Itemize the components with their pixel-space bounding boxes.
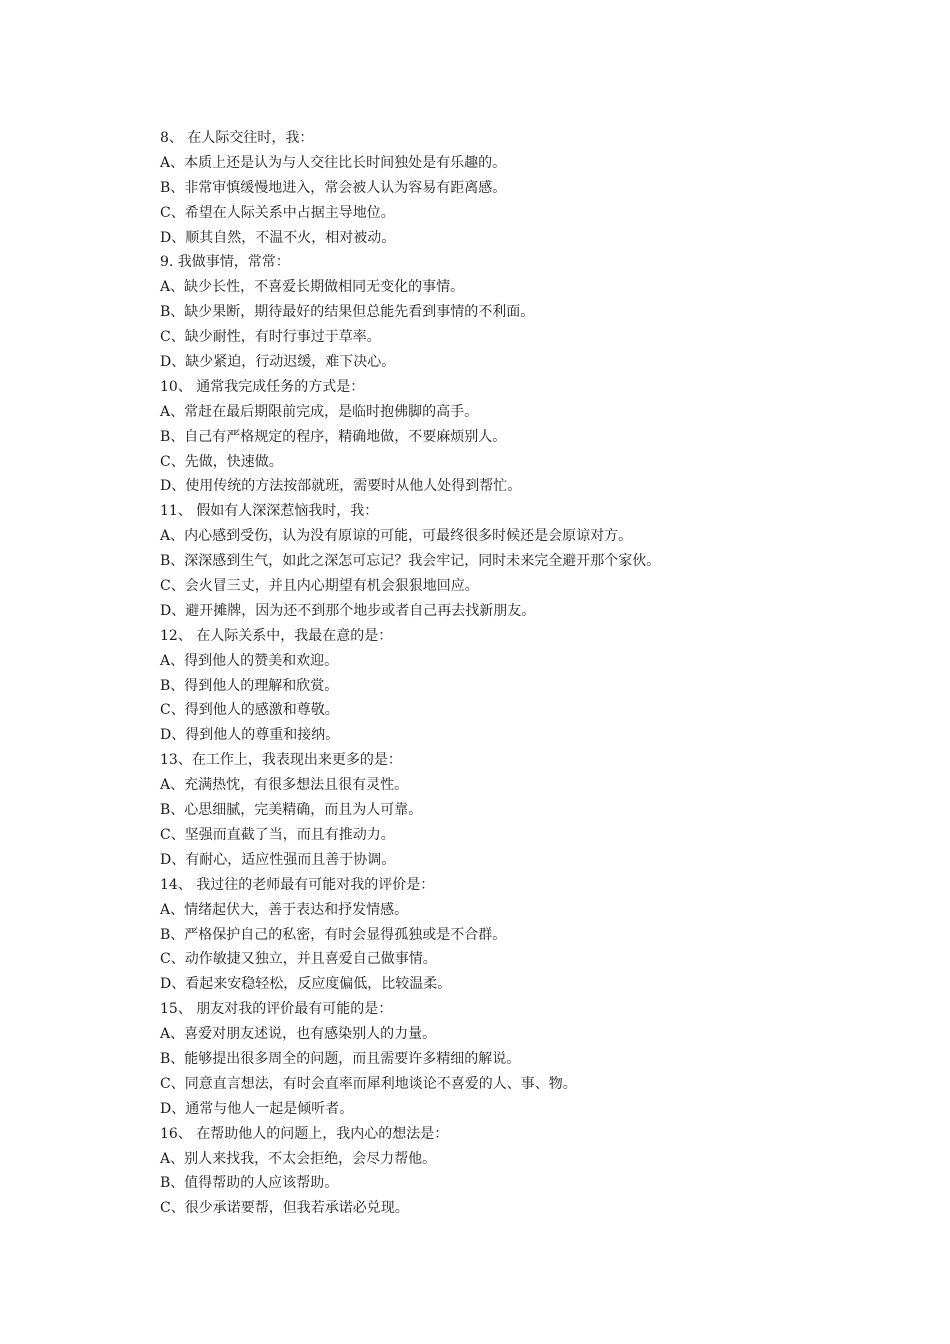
option-line: C、得到他人的感激和尊敬。	[160, 702, 339, 719]
question-line: 16、 在帮助他人的问题上，我内心的想法是：	[160, 1125, 449, 1142]
option-line: B、严格保护自己的私密，有时会显得孤独或是不合群。	[160, 926, 507, 943]
option-line: B、缺少果断，期待最好的结果但总能先看到事情的不利面。	[160, 304, 535, 321]
option-line: A、本质上还是认为与人交往比长时间独处是有乐趣的。	[160, 154, 507, 171]
option-line: D、缺少紧迫，行动迟缓，难下决心。	[160, 354, 396, 371]
option-line: A、别人来找我，不太会拒绝，会尽力帮他。	[160, 1150, 437, 1167]
option-line: B、值得帮助的人应该帮助。	[160, 1175, 339, 1192]
question-line: 12、 在人际关系中，我最在意的是：	[160, 627, 393, 644]
option-line: A、喜爱对朋友述说，也有感染别人的力量。	[160, 1026, 437, 1043]
option-line: C、先做，快速做。	[160, 453, 283, 470]
option-line: D、顺其自然，不温不火，相对被动。	[160, 229, 396, 246]
option-line: B、自己有严格规定的程序，精确地做，不要麻烦别人。	[160, 428, 507, 445]
option-line: A、常赶在最后期限前完成，是临时抱佛脚的高手。	[160, 403, 479, 420]
option-line: D、看起来安稳轻松，反应度偏低，比较温柔。	[160, 976, 452, 993]
option-line: C、缺少耐性，有时行事过于草率。	[160, 329, 381, 346]
option-line: B、能够提出很多周全的问题，而且需要许多精细的解说。	[160, 1050, 521, 1067]
document-body	[160, 126, 900, 1221]
option-line: D、使用传统的方法按部就班，需要时从他人处得到帮忙。	[160, 478, 522, 495]
option-line: D、避开摊牌，因为还不到那个地步或者自己再去找新朋友。	[160, 602, 536, 619]
option-line: A、内心感到受伤，认为没有原谅的可能，可最终很多时候还是会原谅对方。	[160, 528, 633, 545]
question-line: 11、 假如有人深深惹恼我时，我：	[160, 503, 379, 520]
option-line: A、缺少长性，不喜爱长期做相同无变化的事情。	[160, 279, 465, 296]
option-line: D、有耐心，适应性强而且善于协调。	[160, 851, 396, 868]
option-line: C、很少承诺要帮，但我若承诺必兑现。	[160, 1200, 409, 1217]
question-line: 9. 我做事情，常常：	[160, 254, 290, 271]
question-line: 8、 在人际交往时，我：	[160, 130, 314, 146]
option-line: A、充满热忱，有很多想法且很有灵性。	[160, 777, 409, 794]
option-line: C、坚强而直截了当，而且有推动力。	[160, 826, 395, 843]
question-line: 10、 通常我完成任务的方式是：	[160, 378, 365, 395]
question-line: 15、 朋友对我的评价最有可能的是：	[160, 1001, 393, 1018]
option-line: A、得到他人的赞美和欢迎。	[160, 652, 339, 669]
option-line: B、心思细腻，完美精确，而且为人可靠。	[160, 802, 423, 819]
option-line: D、通常与他人一起是倾听者。	[160, 1100, 354, 1117]
option-line: C、动作敏捷又独立，并且喜爱自己做事情。	[160, 951, 437, 968]
option-line: C、会火冒三丈，并且内心期望有机会狠狠地回应。	[160, 578, 479, 595]
option-line: B、深深感到生气，如此之深怎可忘记？我会牢记，同时未来完全避开那个家伙。	[160, 553, 661, 570]
option-line: B、非常审慎缓慢地进入，常会被人认为容易有距离感。	[160, 179, 507, 196]
question-line: 14、 我过往的老师最有可能对我的评价是：	[160, 876, 435, 893]
option-line: D、得到他人的尊重和接纳。	[160, 727, 340, 744]
option-line: B、得到他人的理解和欣赏。	[160, 677, 339, 694]
option-line: C、希望在人际关系中占据主导地位。	[160, 204, 395, 221]
question-line: 13、在工作上，我表现出来更多的是：	[160, 752, 402, 769]
option-line: C、同意直言想法，有时会直率而犀利地谈论不喜爱的人、事、物。	[160, 1075, 577, 1092]
option-line: A、情绪起伏大，善于表达和抒发情感。	[160, 901, 409, 918]
